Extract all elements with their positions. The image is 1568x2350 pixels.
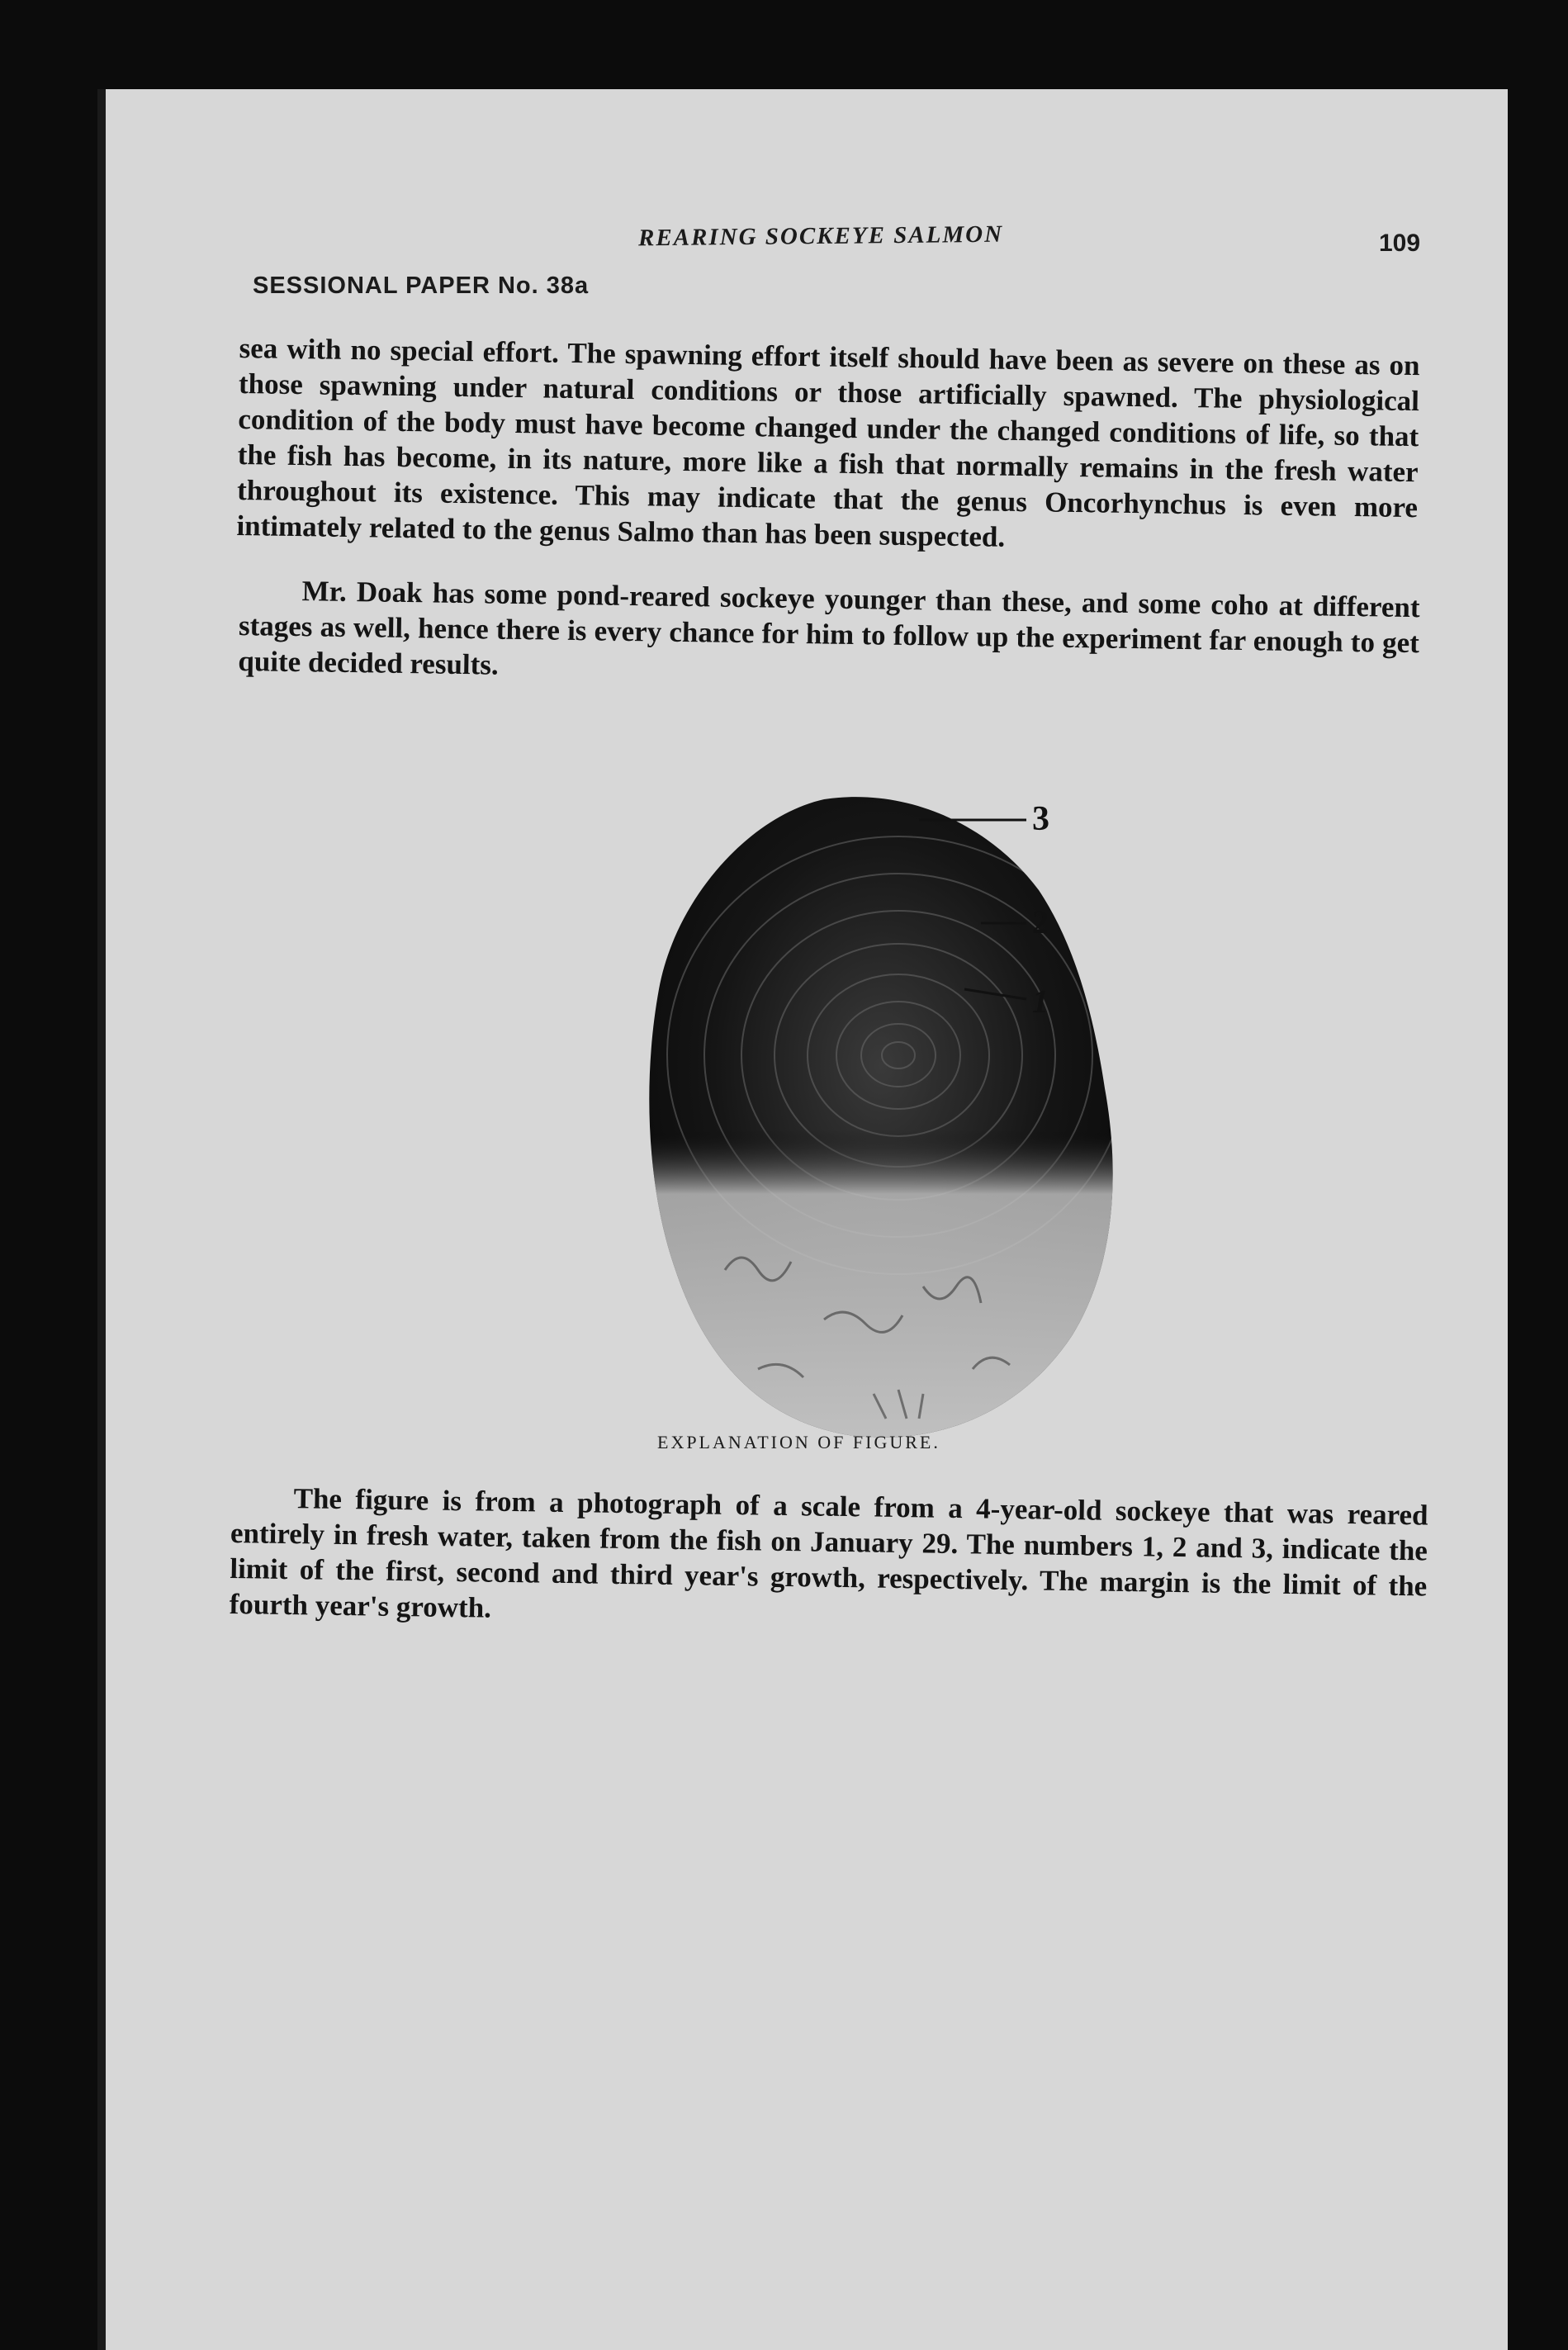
- paragraph-text: sea with no special effort. The spawning effort itself should have been as severe on these as on those spawning under natural conditions or those artificially spawned. The physiological condition of the body must have become changed under the changed conditions of life, so that the fish has become, in its nature, more like a fish that normally remains in the fresh water throughout its existence. This may indicate that the genus Oncorhynchus is even more intimately related to the genus Salmo than has been suspected.: [236, 331, 1420, 553]
- scanned-page: [97, 89, 1508, 2350]
- page-gutter-edge: [97, 89, 106, 2350]
- growth-label-1: 1: [1032, 983, 1049, 1020]
- body-paragraph-1: [236, 330, 1420, 561]
- body-paragraph-2: [238, 572, 1420, 696]
- fish-scale-figure: [576, 692, 1171, 1468]
- page-number: 109: [1379, 230, 1421, 257]
- caption-text: The figure is from a photograph of a scale from a 4-year-old sockeye that was reared entirely in fresh water, taken from the fish on January 29. The numbers 1, 2 and 3, indicate the limit of the first, second and third year's growth, respectively. The margin is the limit of the fourth year's growth.: [229, 1482, 1428, 1624]
- sessional-paper-label: SESSIONAL PAPER No. 38a: [253, 272, 590, 299]
- figure-caption-title: EXPLANATION OF FIGURE.: [657, 1432, 940, 1452]
- paragraph-text: Mr. Doak has some pond-reared sockeye younger than these, and some coho at different stages as well, hence there is every chance for him to follow up the experiment far enough to get quite decided results.: [238, 575, 1420, 681]
- scale-body: [649, 797, 1130, 1438]
- growth-label-3: 3: [1032, 800, 1049, 838]
- running-head: REARING SOCKEYE SALMON: [637, 220, 1004, 252]
- figure-caption: [229, 1480, 1428, 1639]
- growth-label-2: 2: [1032, 903, 1049, 940]
